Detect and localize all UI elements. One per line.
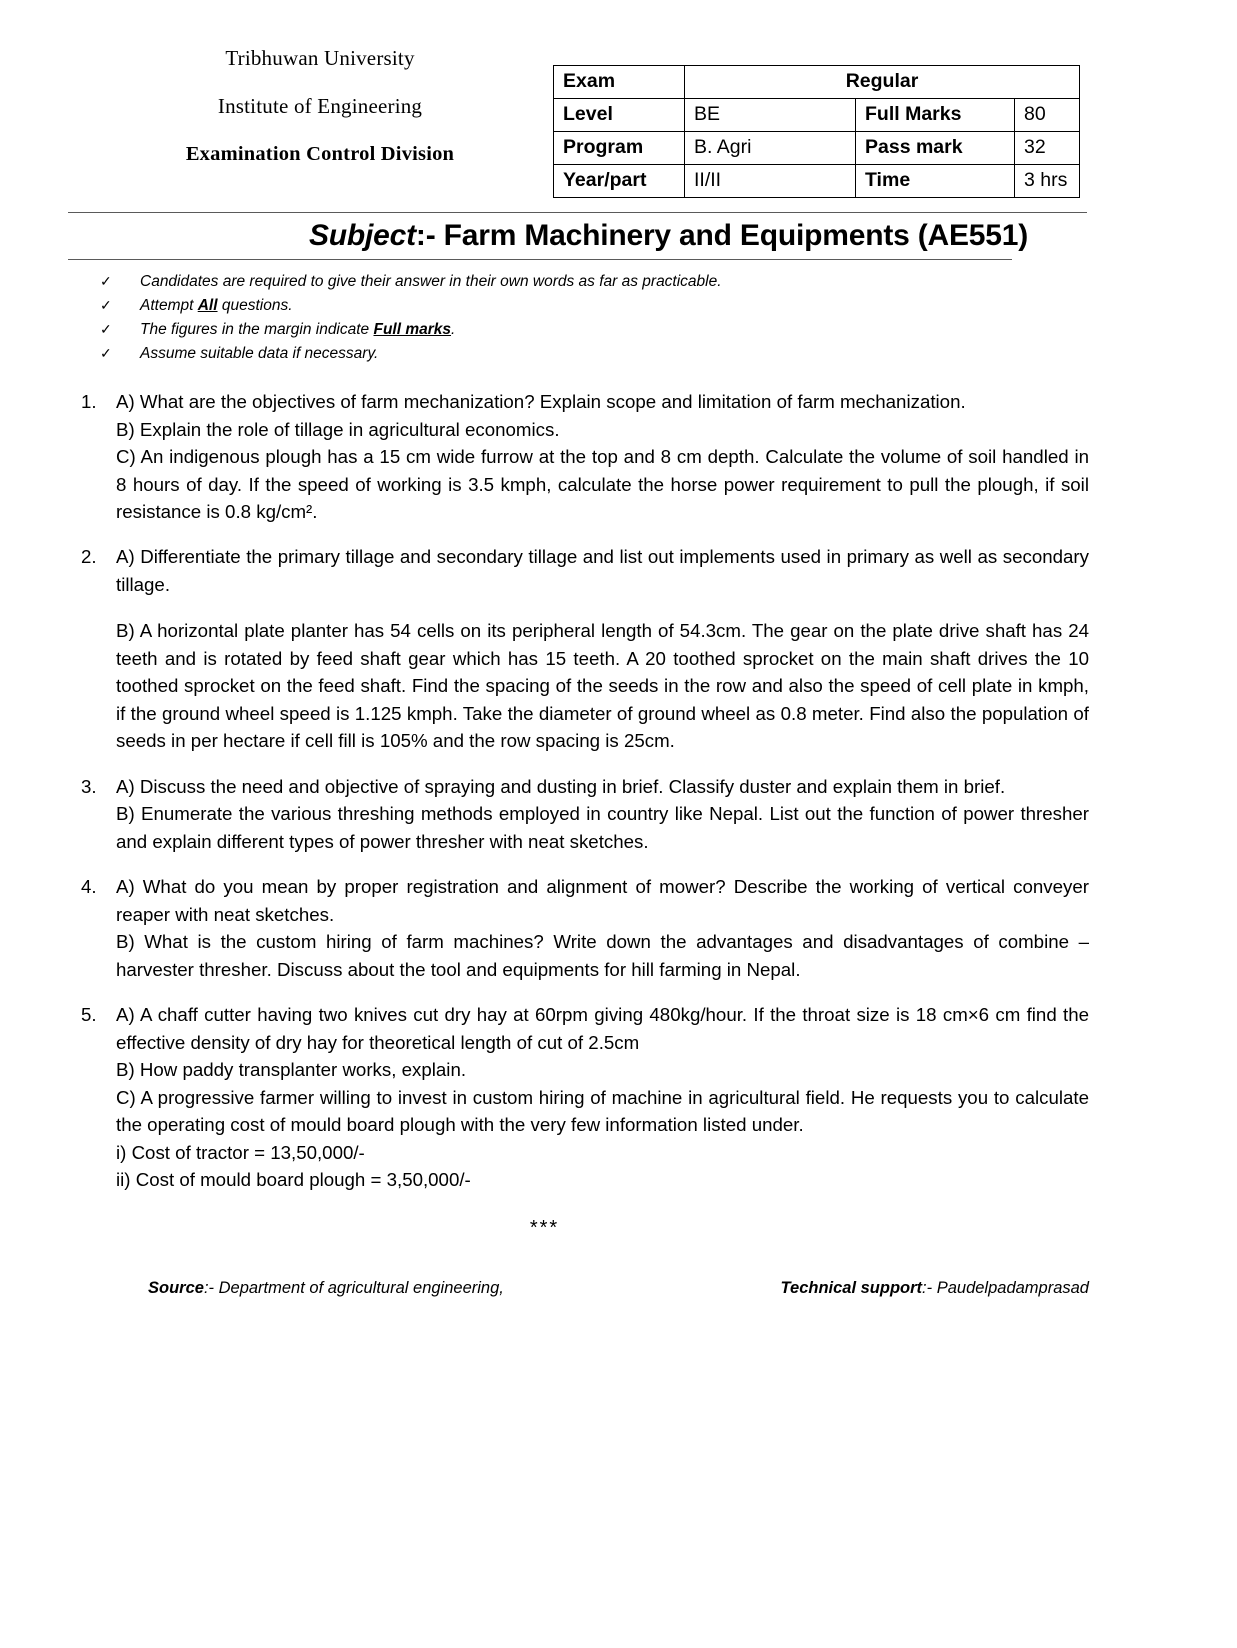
source-text: :- Department of agricultural engineering, — [203, 1279, 504, 1298]
division-name: Examination Control Division — [185, 143, 455, 165]
exam-value: Regular — [685, 66, 1080, 99]
program-label: Program — [554, 132, 685, 165]
question-part: B) How paddy transplanter works, explain. — [116, 1059, 467, 1081]
question-3 — [78, 773, 1089, 855]
table-row — [554, 99, 1080, 132]
question-1 — [78, 388, 1089, 525]
subject-line — [0, 213, 1237, 257]
table-row — [554, 66, 1080, 99]
instruction-post: . — [451, 321, 456, 339]
question-part: A) What are the objectives of farm mechanization? Explain scope and limitation of farm mechanization. — [116, 391, 966, 413]
list-item — [100, 270, 1237, 294]
subject-divider — [68, 259, 1012, 260]
question-number: 5. — [81, 1004, 97, 1026]
instruction-text — [140, 270, 722, 294]
question-number: 1. — [81, 391, 97, 413]
question-part: A) Differentiate the primary tillage and secondary tillage and list out implements used in primary as well as secondary tillage. — [116, 546, 1089, 595]
instruction-text — [140, 294, 293, 318]
question-4 — [78, 873, 1089, 983]
technical-support-line — [781, 1279, 1089, 1298]
full-marks-value: 80 — [1015, 99, 1080, 132]
instruction-pre: The figures in the margin indicate — [140, 321, 374, 339]
question-part: C) A progressive farmer willing to invest in custom hiring of machine in agricultural field. He requests you to calculate the operating cost of mould board plough with the very few information listed under. — [116, 1086, 1089, 1136]
question-part: B) Explain the role of tillage in agricultural economics. — [116, 418, 560, 440]
question-subitem: ii) Cost of mould board plough = 3,50,000/- — [116, 1169, 471, 1191]
list-item — [100, 342, 1237, 366]
instruction-pre: Candidates are required to give their answer in their own words as far as practicable. — [140, 273, 722, 290]
full-marks-label: Full Marks — [856, 99, 1015, 132]
program-value: B. Agri — [685, 132, 856, 165]
document-footer — [148, 1279, 1089, 1298]
exam-label: Exam — [554, 66, 685, 99]
source-line — [148, 1279, 504, 1298]
time-value: 3 hrs — [1015, 165, 1080, 198]
subject-prefix: Subject — [308, 219, 416, 252]
end-of-paper-mark: *** — [529, 1216, 560, 1239]
question-body — [116, 543, 1089, 754]
questions-list — [0, 388, 1237, 1243]
university-name: Tribhuwan University — [225, 46, 415, 70]
year-part-label: Year/part — [554, 165, 685, 198]
list-item — [100, 294, 1237, 318]
question-body — [116, 388, 1089, 525]
instruction-text — [140, 342, 378, 366]
source-label: Source — [148, 1279, 204, 1298]
instruction-strong: Full marks — [373, 321, 452, 339]
question-body — [116, 873, 1089, 983]
question-5 — [78, 1001, 1089, 1193]
subject-title: :- Farm Machinery and Equipments (AE551) — [415, 219, 1029, 252]
question-part: C) An indigenous plough has a 15 cm wide furrow at the top and 8 cm depth. Calculate the volume of soil handled in 8 hours of day. If the speed of working is 3.5 kmph, calculate the horse power requirement to pull the plough, if soil resistance is 0.8 kg/cm². — [116, 446, 1089, 522]
pass-mark-value: 32 — [1015, 132, 1080, 165]
level-value: BE — [685, 99, 856, 132]
question-body — [116, 773, 1089, 855]
question-part: A) A chaff cutter having two knives cut dry hay at 60rpm giving 480kg/hour. If the throat size is 18 cm×6 cm find the effective density of dry hay for theoretical length of cut of 2.5cm — [116, 1004, 1089, 1053]
subject-text — [309, 219, 1028, 252]
check-icon: ✓ — [100, 297, 112, 314]
instruction-pre: Attempt — [140, 297, 198, 315]
question-subitem: i) Cost of tractor = 13,50,000/- — [116, 1141, 365, 1163]
support-text: :- Paudelpadamprasad — [922, 1279, 1089, 1298]
question-number: 2. — [81, 546, 97, 568]
instruction-text — [140, 318, 455, 342]
instructions-list — [100, 270, 1237, 366]
question-part: B) What is the custom hiring of farm machines? Write down the advantages and disadvantages of combine –harvester thresher. Discuss about the tool and equipments for hill farming in Nepal. — [116, 931, 1089, 980]
exam-question-paper — [0, 48, 1237, 1648]
check-icon: ✓ — [100, 321, 112, 338]
instruction-pre: Assume suitable data if necessary. — [140, 345, 379, 363]
list-item — [100, 318, 1237, 342]
check-icon: ✓ — [100, 345, 112, 362]
level-label: Level — [554, 99, 685, 132]
instruction-post: questions. — [217, 297, 293, 315]
time-label: Time — [856, 165, 1015, 198]
table-row — [554, 165, 1080, 198]
document-header — [0, 48, 1237, 208]
question-number: 3. — [81, 775, 97, 797]
question-part: A) What do you mean by proper registration and alignment of mower? Describe the working of vertical conveyer reaper with neat sketches. — [116, 876, 1089, 925]
question-part: B) Enumerate the various threshing methods employed in country like Nepal. List out the function of power thresher and explain different types of power thresher with neat sketches. — [116, 803, 1089, 852]
year-part-value: II/II — [685, 165, 856, 198]
table-row — [554, 132, 1080, 165]
question-body — [116, 1001, 1089, 1193]
instruction-strong: All — [197, 297, 218, 315]
institution-block — [110, 48, 530, 165]
exam-info-table — [553, 65, 1080, 198]
check-icon: ✓ — [100, 273, 112, 289]
question-part: A) Discuss the need and objective of spraying and dusting in brief. Classify duster and explain them in brief. — [116, 775, 1006, 797]
pass-mark-label: Pass mark — [856, 132, 1015, 165]
question-2 — [78, 543, 1089, 754]
question-part: B) A horizontal plate planter has 54 cells on its peripheral length of 54.3cm. The gear on the plate drive shaft has 24 teeth and is rotated by feed shaft gear which has 15 teeth. A 20 toothed sprocket on the main shaft drives the 10 toothed sprocket on the feed shaft. Find the spacing of the seeds in the row and also the speed of cell plate in kmph, if the ground wheel speed is 1.125 kmph. Take the diameter of ground wheel as 0.8 meter. Find also the population of seeds in per hectare if cell fill is 105% and the row spacing is 25cm. — [116, 620, 1089, 752]
question-number: 4. — [81, 876, 97, 898]
institute-name: Institute of Engineering — [217, 94, 423, 118]
support-label: Technical support — [780, 1279, 923, 1298]
